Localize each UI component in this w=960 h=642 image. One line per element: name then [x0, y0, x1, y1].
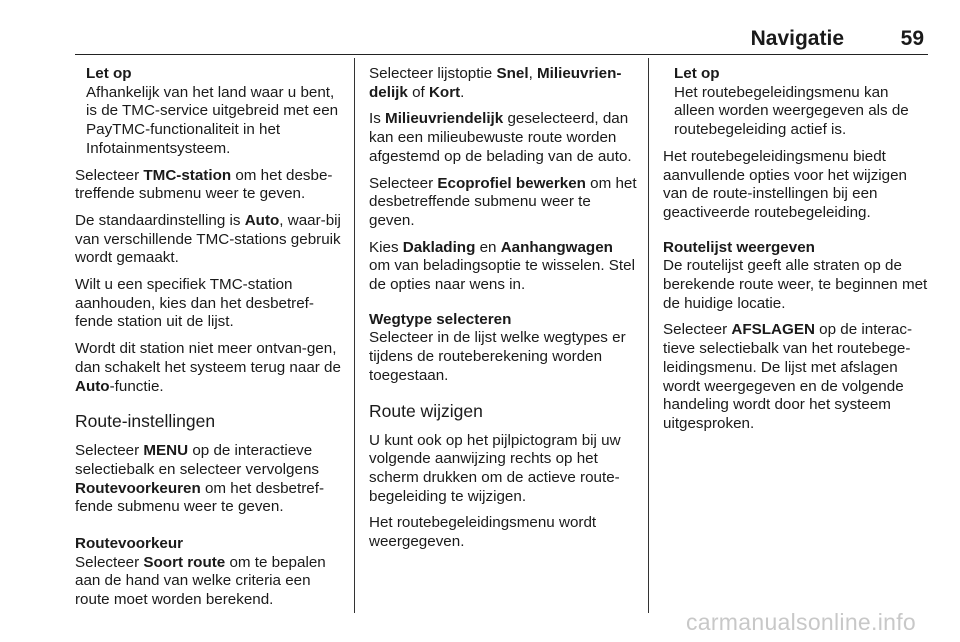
- column-1: [75, 65, 343, 618]
- paragraph: Het routebegeleidingsmenu biedt aanvullende opties voor het wijzigen van de route-instellingen bij een geactiveerde routebegeleiding.: [663, 147, 908, 221]
- paragraph: Selecteer TMC-station om het desbe-treffende submenu weer te geven.: [75, 166, 333, 203]
- column-3: [663, 65, 931, 442]
- menu-term: Milieuvriendelijk: [385, 110, 504, 128]
- menu-term: Daklading: [402, 238, 476, 256]
- subheading: Routevoorkeur: [75, 535, 184, 553]
- note-box: [86, 65, 343, 159]
- menu-term: MENU: [143, 442, 189, 460]
- menu-term: Ecoprofiel bewerken: [437, 174, 586, 192]
- menu-term: TMC-station: [143, 166, 232, 184]
- subheading: Wegtype selecteren: [369, 310, 512, 328]
- paragraph: Selecteer lijstoptie Snel, Milieuvrien-delijk of Kort.: [369, 65, 622, 101]
- paragraph: Selecteer in de lijst welke wegtypes er tijdens de routeberekening worden toegestaan.: [369, 329, 626, 384]
- menu-term: AFSLAGEN: [731, 321, 815, 339]
- column-2: [369, 65, 637, 560]
- paragraph: Is Milieuvriendelijk geselecteerd, dan kan een milieubewuste route worden afgestemd op de belading van de auto.: [369, 110, 632, 165]
- paragraph: U kunt ook op het pijlpictogram bij uw volgende aanwijzing rechts op het scherm drukken om de actieve route-begeleiding te wijzigen.: [369, 431, 621, 505]
- paragraph: Selecteer Soort route om te bepalen aan de hand van welke criteria een route moet worden berekend.: [75, 553, 326, 609]
- menu-term: Soort route: [143, 553, 226, 571]
- paragraph: Wilt u een specifiek TMC-station aanhouden, kies dan het desbetref-fende station uit de lijst.: [75, 276, 314, 331]
- page-header: [75, 27, 928, 53]
- menu-term: Snel: [496, 65, 529, 82]
- paragraph: Kies Daklading en Aanhangwagen om van beladingsoptie te wisselen. Stel de opties naar wens in.: [369, 238, 635, 294]
- paragraph: Selecteer MENU op de interactieve selectiebalk en selecteer vervolgens Routevoorkeuren om het desbetref-fende submenu weer te geven.: [75, 442, 325, 516]
- subheading: Routelijst weergeven: [663, 238, 815, 256]
- note-text: Het routebegeleidingsmenu kan alleen worden weergegeven als de routebegeleiding actief is.: [674, 83, 909, 139]
- paragraph: Wordt dit station niet meer ontvan-gen, dan schakelt het systeem terug naar de Auto-functie.: [75, 340, 341, 395]
- section-title: Navigatie: [750, 27, 844, 50]
- menu-term: Routevoorkeuren: [75, 479, 201, 497]
- paragraph: De routelijst geeft alle straten op de berekende route weer, te beginnen met de huidige locatie.: [663, 257, 928, 312]
- note-text: Afhankelijk van het land waar u bent, is de TMC-service uitgebreid met een PayTMC-functionaliteit in het Infotainmentsysteem.: [86, 83, 339, 157]
- paragraph: Selecteer AFSLAGEN op de interac-tieve selectiebalk van het routebege-leidingsmenu. De lijst met afslagen wordt weergegeven en de volgende handeling wordt door het systeem uitgesproken.: [663, 321, 913, 432]
- section-heading: Route-instellingen: [75, 411, 216, 432]
- menu-term: Auto: [75, 377, 110, 395]
- watermark: carmanualsonline.info: [685, 609, 916, 635]
- column-divider: [648, 58, 649, 613]
- note-title: Let op: [86, 65, 132, 82]
- section-heading: Route wijzigen: [369, 400, 483, 421]
- menu-term: Milieuvrien-delijk: [369, 65, 622, 101]
- header-rule: [75, 54, 928, 55]
- paragraph: Het routebegeleidingsmenu wordt weergegeven.: [369, 514, 597, 551]
- note-box: [674, 65, 931, 140]
- paragraph: Selecteer Ecoprofiel bewerken om het desbetreffende submenu weer te geven.: [369, 174, 637, 229]
- menu-term: Auto: [244, 211, 280, 229]
- menu-term: Kort: [428, 83, 461, 101]
- note-title: Let op: [674, 65, 720, 82]
- paragraph: De standaardinstelling is Auto, waar-bij van verschillende TMC-stations gebruik wordt gemaakt.: [75, 211, 341, 267]
- menu-term: Aanhangwagen: [500, 238, 613, 256]
- column-divider: [354, 58, 355, 613]
- page-number: 59: [900, 27, 924, 50]
